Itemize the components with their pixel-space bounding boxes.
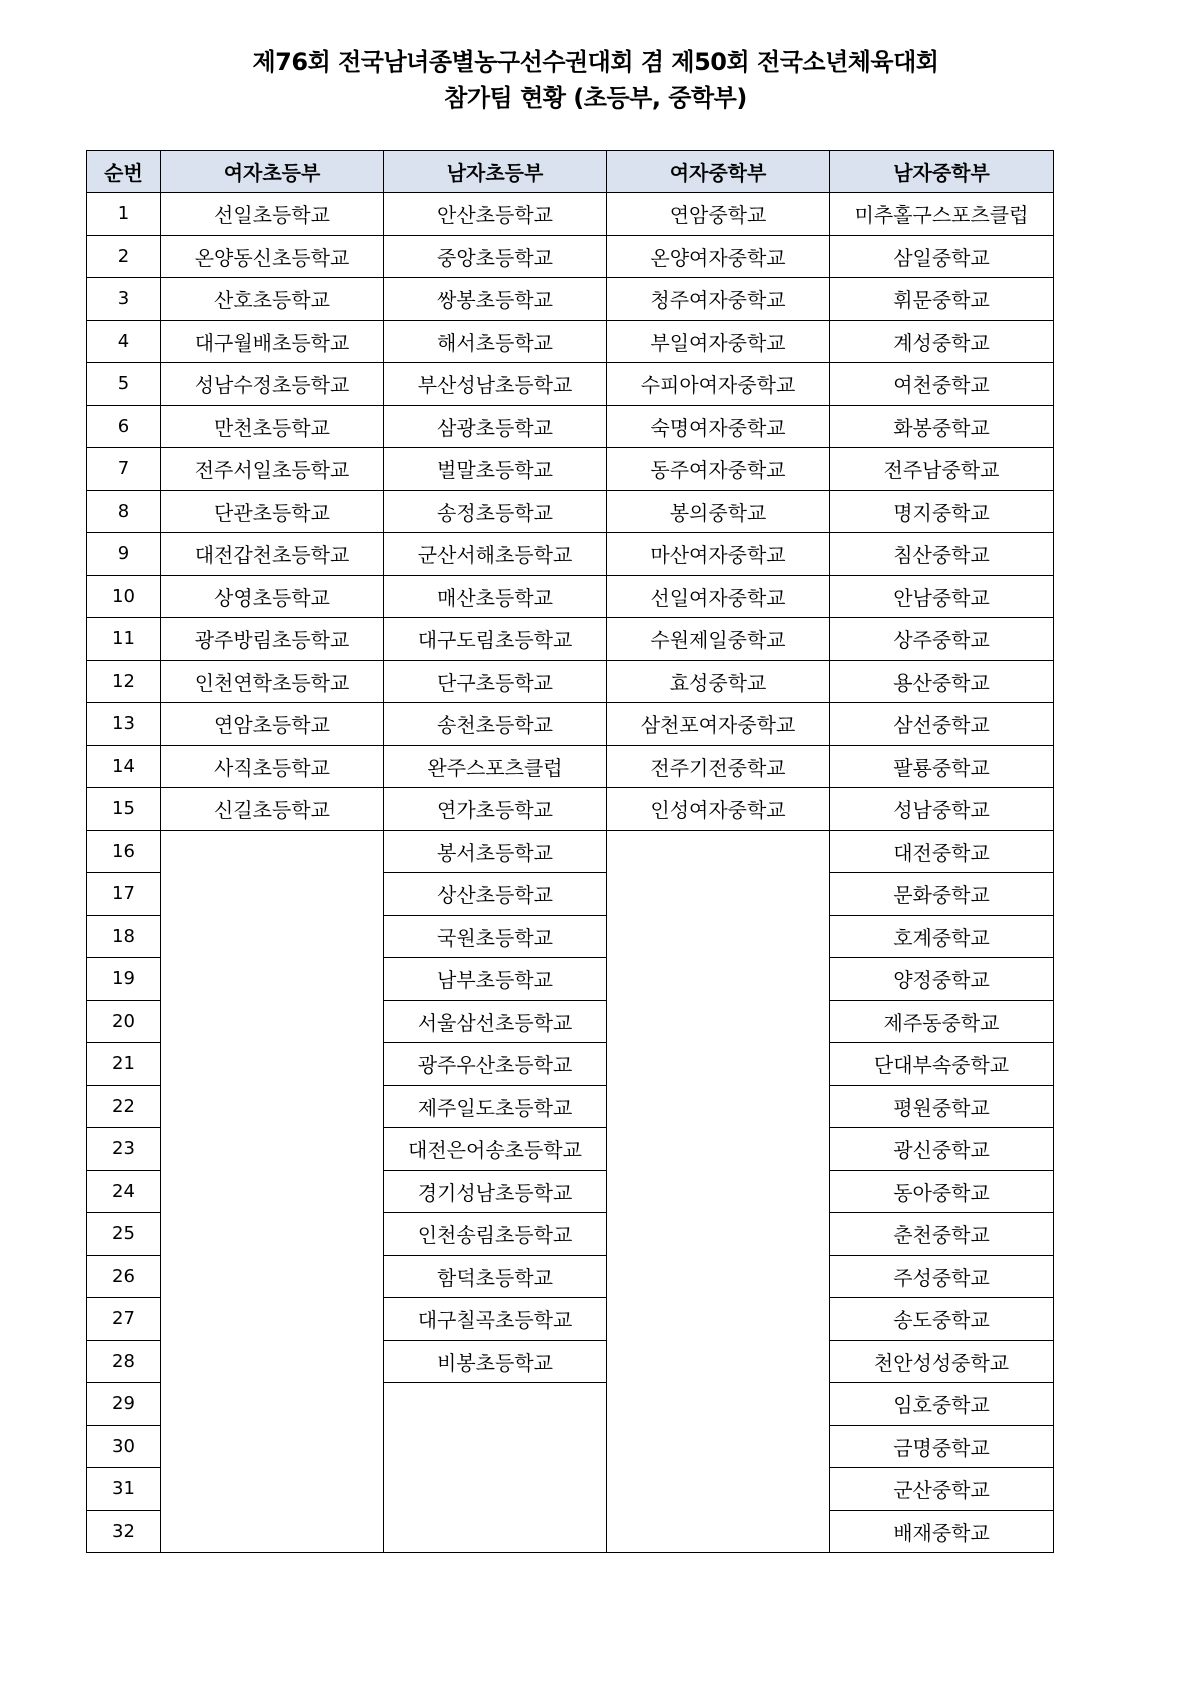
table-row xyxy=(87,278,1054,321)
girls-middle-team-cell: 효성중학교 xyxy=(607,660,830,703)
row-number-cell: 15 xyxy=(87,788,161,831)
girls-middle-team-cell: 봉의중학교 xyxy=(607,490,830,533)
row-number-cell: 2 xyxy=(87,235,161,278)
header-boys-elementary: 남자초등부 xyxy=(384,151,607,193)
table-row xyxy=(87,193,1054,236)
boys-elementary-team-cell: 안산초등학교 xyxy=(384,193,607,236)
table-row xyxy=(87,915,1054,958)
table-row xyxy=(87,1383,1054,1426)
boys-elementary-team-cell: 군산서해초등학교 xyxy=(384,533,607,576)
boys-middle-team-cell: 여천중학교 xyxy=(830,363,1054,406)
boys-elementary-team-cell: 중앙초등학교 xyxy=(384,235,607,278)
header-girls-elementary: 여자초등부 xyxy=(161,151,384,193)
girls-middle-team-cell xyxy=(607,1085,830,1128)
boys-middle-team-cell: 미추홀구스포츠클럽 xyxy=(830,193,1054,236)
boys-middle-team-cell: 상주중학교 xyxy=(830,618,1054,661)
boys-middle-team-cell: 천안성성중학교 xyxy=(830,1340,1054,1383)
table-row xyxy=(87,575,1054,618)
boys-elementary-team-cell xyxy=(384,1425,607,1468)
table-body xyxy=(87,193,1054,1553)
girls-elementary-team-cell: 대전갑천초등학교 xyxy=(161,533,384,576)
girls-elementary-team-cell xyxy=(161,873,384,916)
boys-elementary-team-cell: 삼광초등학교 xyxy=(384,405,607,448)
girls-middle-team-cell xyxy=(607,1043,830,1086)
header-number: 순번 xyxy=(87,151,161,193)
girls-middle-team-cell: 연암중학교 xyxy=(607,193,830,236)
title-line-1: 제76회 전국남녀종별농구선수권대회 겸 제50회 전국소년체육대회 xyxy=(252,48,939,76)
boys-elementary-team-cell: 단구초등학교 xyxy=(384,660,607,703)
row-number-cell: 5 xyxy=(87,363,161,406)
girls-middle-team-cell: 부일여자중학교 xyxy=(607,320,830,363)
row-number-cell: 10 xyxy=(87,575,161,618)
row-number-cell: 19 xyxy=(87,958,161,1001)
boys-elementary-team-cell xyxy=(384,1468,607,1511)
girls-middle-team-cell: 동주여자중학교 xyxy=(607,448,830,491)
girls-elementary-team-cell xyxy=(161,1043,384,1086)
boys-middle-team-cell: 주성중학교 xyxy=(830,1255,1054,1298)
row-number-cell: 30 xyxy=(87,1425,161,1468)
boys-elementary-team-cell: 송정초등학교 xyxy=(384,490,607,533)
table-row xyxy=(87,363,1054,406)
table-row xyxy=(87,788,1054,831)
girls-elementary-team-cell: 신길초등학교 xyxy=(161,788,384,831)
row-number-cell: 32 xyxy=(87,1510,161,1553)
row-number-cell: 26 xyxy=(87,1255,161,1298)
boys-middle-team-cell: 전주남중학교 xyxy=(830,448,1054,491)
table-row xyxy=(87,1425,1054,1468)
girls-middle-team-cell: 삼천포여자중학교 xyxy=(607,703,830,746)
table-row xyxy=(87,490,1054,533)
girls-middle-team-cell: 청주여자중학교 xyxy=(607,278,830,321)
table-row xyxy=(87,1468,1054,1511)
boys-middle-team-cell: 화봉중학교 xyxy=(830,405,1054,448)
girls-elementary-team-cell xyxy=(161,1085,384,1128)
table-row xyxy=(87,405,1054,448)
header-boys-middle: 남자중학부 xyxy=(830,151,1054,193)
boys-middle-team-cell: 휘문중학교 xyxy=(830,278,1054,321)
girls-elementary-team-cell: 인천연학초등학교 xyxy=(161,660,384,703)
boys-middle-team-cell: 삼일중학교 xyxy=(830,235,1054,278)
table-row xyxy=(87,1043,1054,1086)
boys-elementary-team-cell: 남부초등학교 xyxy=(384,958,607,1001)
boys-middle-team-cell: 송도중학교 xyxy=(830,1298,1054,1341)
boys-middle-team-cell: 팔룡중학교 xyxy=(830,745,1054,788)
table-row xyxy=(87,1128,1054,1171)
boys-middle-team-cell: 동아중학교 xyxy=(830,1170,1054,1213)
girls-middle-team-cell xyxy=(607,915,830,958)
girls-elementary-team-cell: 광주방림초등학교 xyxy=(161,618,384,661)
boys-elementary-team-cell: 비봉초등학교 xyxy=(384,1340,607,1383)
boys-middle-team-cell: 호계중학교 xyxy=(830,915,1054,958)
boys-elementary-team-cell: 부산성남초등학교 xyxy=(384,363,607,406)
boys-middle-team-cell: 제주동중학교 xyxy=(830,1000,1054,1043)
boys-elementary-team-cell xyxy=(384,1510,607,1553)
boys-middle-team-cell: 계성중학교 xyxy=(830,320,1054,363)
row-number-cell: 23 xyxy=(87,1128,161,1171)
row-number-cell: 31 xyxy=(87,1468,161,1511)
girls-middle-team-cell: 전주기전중학교 xyxy=(607,745,830,788)
boys-middle-team-cell: 춘천중학교 xyxy=(830,1213,1054,1256)
table-row xyxy=(87,533,1054,576)
boys-elementary-team-cell: 서울삼선초등학교 xyxy=(384,1000,607,1043)
row-number-cell: 29 xyxy=(87,1383,161,1426)
girls-elementary-team-cell xyxy=(161,1468,384,1511)
girls-elementary-team-cell: 전주서일초등학교 xyxy=(161,448,384,491)
boys-middle-team-cell: 침산중학교 xyxy=(830,533,1054,576)
row-number-cell: 4 xyxy=(87,320,161,363)
girls-middle-team-cell: 마산여자중학교 xyxy=(607,533,830,576)
girls-elementary-team-cell xyxy=(161,1510,384,1553)
title-line-2: 참가팀 현황 (초등부, 중학부) xyxy=(444,84,747,112)
boys-middle-team-cell: 안남중학교 xyxy=(830,575,1054,618)
boys-middle-team-cell: 임호중학교 xyxy=(830,1383,1054,1426)
boys-elementary-team-cell: 봉서초등학교 xyxy=(384,830,607,873)
girls-elementary-team-cell xyxy=(161,915,384,958)
girls-middle-team-cell xyxy=(607,1255,830,1298)
row-number-cell: 27 xyxy=(87,1298,161,1341)
table-row xyxy=(87,958,1054,1001)
boys-middle-team-cell: 대전중학교 xyxy=(830,830,1054,873)
row-number-cell: 9 xyxy=(87,533,161,576)
girls-middle-team-cell xyxy=(607,1298,830,1341)
girls-middle-team-cell xyxy=(607,1468,830,1511)
girls-elementary-team-cell: 선일초등학교 xyxy=(161,193,384,236)
boys-middle-team-cell: 삼선중학교 xyxy=(830,703,1054,746)
row-number-cell: 16 xyxy=(87,830,161,873)
row-number-cell: 1 xyxy=(87,193,161,236)
row-number-cell: 18 xyxy=(87,915,161,958)
boys-elementary-team-cell: 대구도림초등학교 xyxy=(384,618,607,661)
row-number-cell: 22 xyxy=(87,1085,161,1128)
table-row xyxy=(87,1213,1054,1256)
boys-elementary-team-cell: 연가초등학교 xyxy=(384,788,607,831)
girls-elementary-team-cell: 단관초등학교 xyxy=(161,490,384,533)
girls-middle-team-cell xyxy=(607,1425,830,1468)
boys-elementary-team-cell: 쌍봉초등학교 xyxy=(384,278,607,321)
boys-middle-team-cell: 단대부속중학교 xyxy=(830,1043,1054,1086)
table-row xyxy=(87,830,1054,873)
table-row xyxy=(87,873,1054,916)
girls-elementary-team-cell: 사직초등학교 xyxy=(161,745,384,788)
girls-elementary-team-cell xyxy=(161,1213,384,1256)
row-number-cell: 25 xyxy=(87,1213,161,1256)
boys-elementary-team-cell: 대전은어송초등학교 xyxy=(384,1128,607,1171)
girls-elementary-team-cell xyxy=(161,830,384,873)
girls-elementary-team-cell: 산호초등학교 xyxy=(161,278,384,321)
girls-elementary-team-cell: 상영초등학교 xyxy=(161,575,384,618)
girls-middle-team-cell xyxy=(607,1000,830,1043)
girls-middle-team-cell xyxy=(607,958,830,1001)
girls-middle-team-cell: 선일여자중학교 xyxy=(607,575,830,618)
boys-middle-team-cell: 광신중학교 xyxy=(830,1128,1054,1171)
boys-middle-team-cell: 양정중학교 xyxy=(830,958,1054,1001)
girls-middle-team-cell xyxy=(607,1213,830,1256)
row-number-cell: 28 xyxy=(87,1340,161,1383)
row-number-cell: 13 xyxy=(87,703,161,746)
table-row xyxy=(87,618,1054,661)
row-number-cell: 20 xyxy=(87,1000,161,1043)
boys-elementary-team-cell: 인천송림초등학교 xyxy=(384,1213,607,1256)
boys-middle-team-cell: 명지중학교 xyxy=(830,490,1054,533)
girls-middle-team-cell: 수원제일중학교 xyxy=(607,618,830,661)
boys-middle-team-cell: 군산중학교 xyxy=(830,1468,1054,1511)
table-row xyxy=(87,1170,1054,1213)
girls-middle-team-cell: 수피아여자중학교 xyxy=(607,363,830,406)
boys-elementary-team-cell: 해서초등학교 xyxy=(384,320,607,363)
header-row xyxy=(87,151,1054,193)
boys-middle-team-cell: 평원중학교 xyxy=(830,1085,1054,1128)
girls-middle-team-cell xyxy=(607,1383,830,1426)
table-row xyxy=(87,745,1054,788)
girls-elementary-team-cell: 대구월배초등학교 xyxy=(161,320,384,363)
girls-middle-team-cell: 인성여자중학교 xyxy=(607,788,830,831)
girls-elementary-team-cell xyxy=(161,1425,384,1468)
row-number-cell: 6 xyxy=(87,405,161,448)
table-row xyxy=(87,660,1054,703)
girls-elementary-team-cell xyxy=(161,1170,384,1213)
row-number-cell: 11 xyxy=(87,618,161,661)
girls-middle-team-cell xyxy=(607,873,830,916)
table-row xyxy=(87,320,1054,363)
girls-middle-team-cell xyxy=(607,1170,830,1213)
row-number-cell: 17 xyxy=(87,873,161,916)
header-girls-middle: 여자중학부 xyxy=(607,151,830,193)
girls-middle-team-cell xyxy=(607,1510,830,1553)
team-roster-table xyxy=(86,150,1054,1553)
table-row xyxy=(87,1340,1054,1383)
row-number-cell: 12 xyxy=(87,660,161,703)
girls-elementary-team-cell xyxy=(161,1128,384,1171)
row-number-cell: 8 xyxy=(87,490,161,533)
boys-elementary-team-cell: 대구칠곡초등학교 xyxy=(384,1298,607,1341)
girls-elementary-team-cell xyxy=(161,958,384,1001)
table-row xyxy=(87,1255,1054,1298)
girls-elementary-team-cell: 온양동신초등학교 xyxy=(161,235,384,278)
girls-elementary-team-cell xyxy=(161,1000,384,1043)
boys-elementary-team-cell xyxy=(384,1383,607,1426)
boys-middle-team-cell: 문화중학교 xyxy=(830,873,1054,916)
table-row xyxy=(87,1085,1054,1128)
table-row xyxy=(87,703,1054,746)
girls-elementary-team-cell xyxy=(161,1298,384,1341)
boys-elementary-team-cell: 벌말초등학교 xyxy=(384,448,607,491)
table-header xyxy=(87,151,1054,193)
girls-middle-team-cell xyxy=(607,830,830,873)
boys-middle-team-cell: 용산중학교 xyxy=(830,660,1054,703)
boys-middle-team-cell: 금명중학교 xyxy=(830,1425,1054,1468)
girls-middle-team-cell: 온양여자중학교 xyxy=(607,235,830,278)
document-title xyxy=(0,44,1191,116)
girls-elementary-team-cell: 연암초등학교 xyxy=(161,703,384,746)
boys-elementary-team-cell: 완주스포츠클럽 xyxy=(384,745,607,788)
girls-middle-team-cell xyxy=(607,1340,830,1383)
table-row xyxy=(87,1510,1054,1553)
table-row xyxy=(87,1000,1054,1043)
girls-elementary-team-cell xyxy=(161,1255,384,1298)
boys-middle-team-cell: 배재중학교 xyxy=(830,1510,1054,1553)
boys-elementary-team-cell: 제주일도초등학교 xyxy=(384,1085,607,1128)
boys-elementary-team-cell: 국원초등학교 xyxy=(384,915,607,958)
row-number-cell: 21 xyxy=(87,1043,161,1086)
girls-elementary-team-cell xyxy=(161,1340,384,1383)
boys-middle-team-cell: 성남중학교 xyxy=(830,788,1054,831)
girls-elementary-team-cell: 만천초등학교 xyxy=(161,405,384,448)
boys-elementary-team-cell: 매산초등학교 xyxy=(384,575,607,618)
boys-elementary-team-cell: 경기성남초등학교 xyxy=(384,1170,607,1213)
boys-elementary-team-cell: 광주우산초등학교 xyxy=(384,1043,607,1086)
boys-elementary-team-cell: 상산초등학교 xyxy=(384,873,607,916)
row-number-cell: 24 xyxy=(87,1170,161,1213)
row-number-cell: 14 xyxy=(87,745,161,788)
row-number-cell: 7 xyxy=(87,448,161,491)
girls-elementary-team-cell xyxy=(161,1383,384,1426)
table-row xyxy=(87,448,1054,491)
row-number-cell: 3 xyxy=(87,278,161,321)
table-row xyxy=(87,235,1054,278)
girls-elementary-team-cell: 성남수정초등학교 xyxy=(161,363,384,406)
table-row xyxy=(87,1298,1054,1341)
boys-elementary-team-cell: 송천초등학교 xyxy=(384,703,607,746)
boys-elementary-team-cell: 함덕초등학교 xyxy=(384,1255,607,1298)
girls-middle-team-cell xyxy=(607,1128,830,1171)
girls-middle-team-cell: 숙명여자중학교 xyxy=(607,405,830,448)
